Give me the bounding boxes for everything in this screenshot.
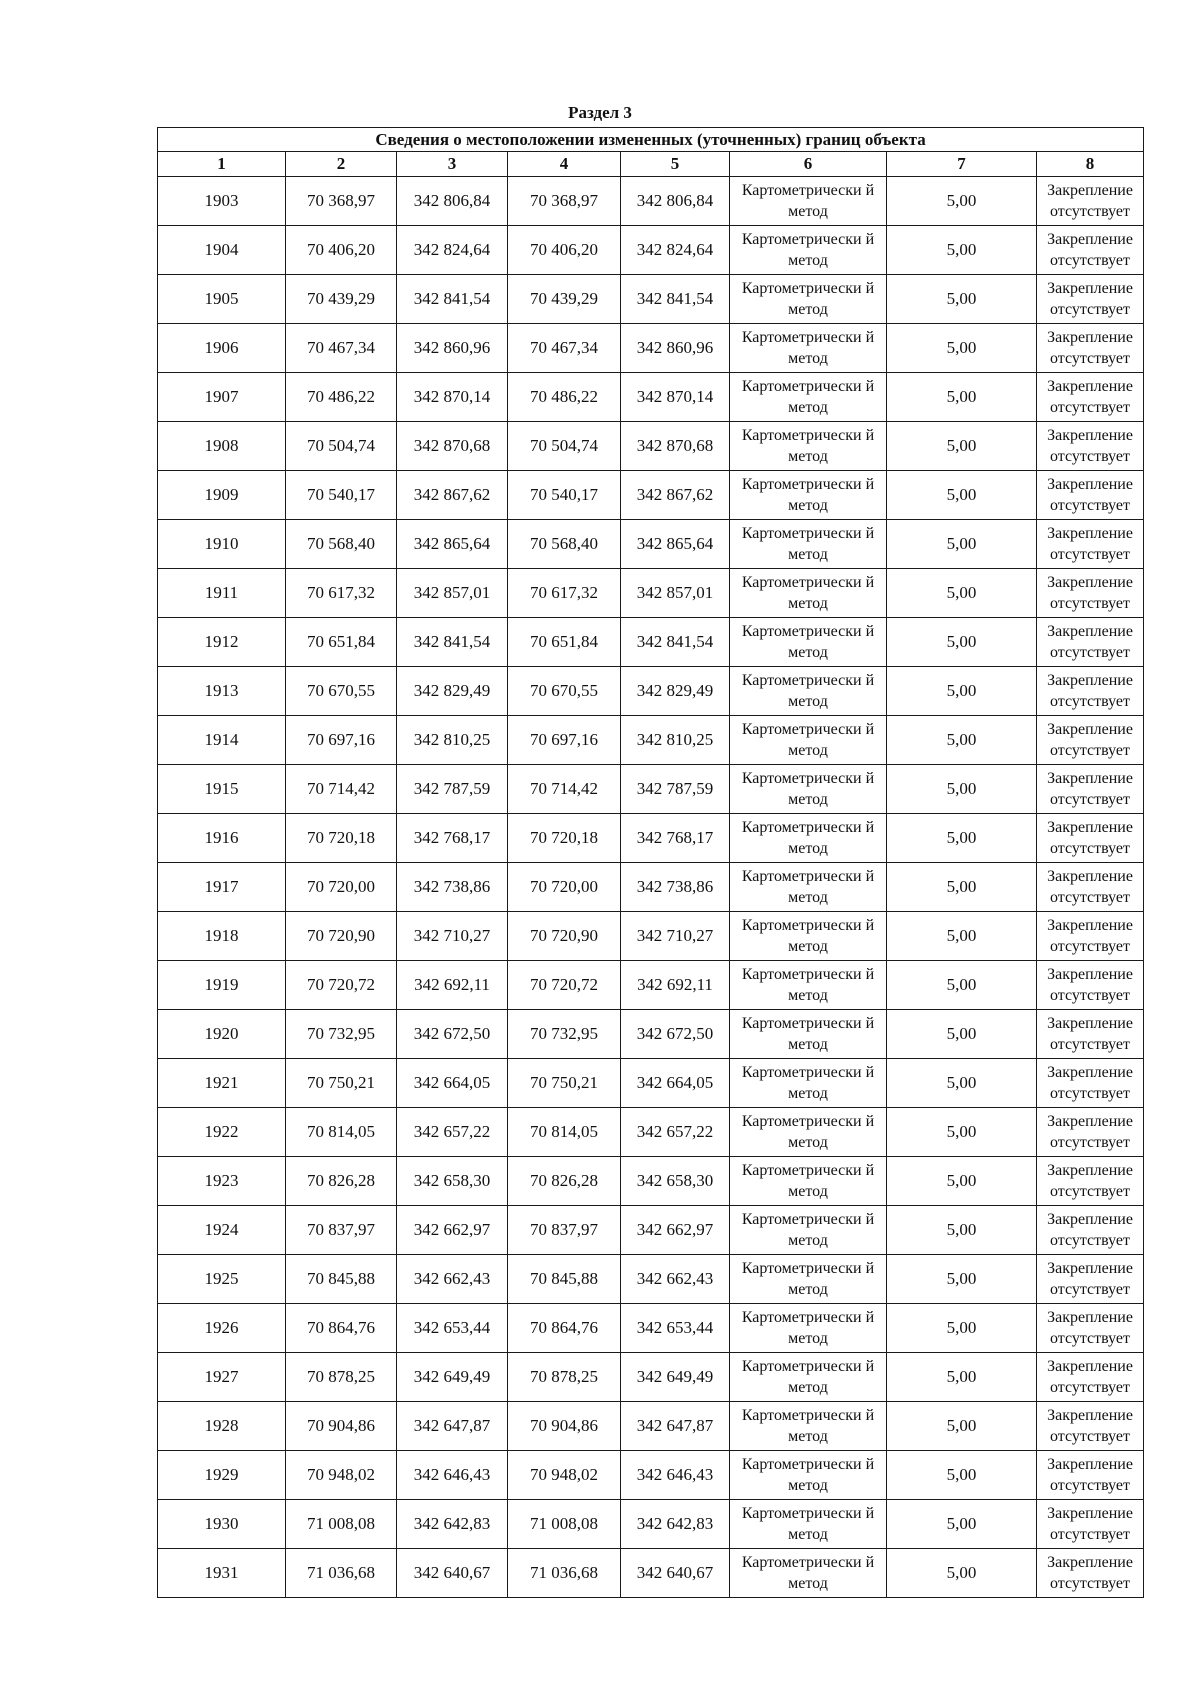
fixing-cell: Закрепление отсутствует xyxy=(1037,1353,1144,1402)
x-existing-cell: 70 504,74 xyxy=(286,422,397,471)
method-cell: Картометрически й метод xyxy=(730,1255,887,1304)
x-refined-cell: 71 008,08 xyxy=(508,1500,621,1549)
x-existing-cell: 70 750,21 xyxy=(286,1059,397,1108)
y-refined-cell: 342 865,64 xyxy=(621,520,730,569)
y-existing-cell: 342 870,14 xyxy=(397,373,508,422)
accuracy-cell: 5,00 xyxy=(887,422,1037,471)
table-row xyxy=(158,422,1144,471)
x-refined-cell: 70 439,29 xyxy=(508,275,621,324)
accuracy-cell: 5,00 xyxy=(887,1010,1037,1059)
method-cell: Картометрически й метод xyxy=(730,961,887,1010)
method-cell: Картометрически й метод xyxy=(730,912,887,961)
method-cell: Картометрически й метод xyxy=(730,1157,887,1206)
fixing-cell: Закрепление отсутствует xyxy=(1037,324,1144,373)
x-existing-cell: 70 720,90 xyxy=(286,912,397,961)
accuracy-cell: 5,00 xyxy=(887,961,1037,1010)
point-number-cell: 1905 xyxy=(158,275,286,324)
accuracy-cell: 5,00 xyxy=(887,373,1037,422)
section-title: Раздел 3 xyxy=(568,103,632,122)
y-refined-cell: 342 870,14 xyxy=(621,373,730,422)
x-existing-cell: 70 814,05 xyxy=(286,1108,397,1157)
y-existing-cell: 342 640,67 xyxy=(397,1549,508,1598)
fixing-cell: Закрепление отсутствует xyxy=(1037,1451,1144,1500)
y-existing-cell: 342 646,43 xyxy=(397,1451,508,1500)
point-number-cell: 1925 xyxy=(158,1255,286,1304)
x-existing-cell: 70 732,95 xyxy=(286,1010,397,1059)
method-cell: Картометрически й метод xyxy=(730,226,887,275)
y-refined-cell: 342 824,64 xyxy=(621,226,730,275)
x-refined-cell: 70 568,40 xyxy=(508,520,621,569)
y-existing-cell: 342 692,11 xyxy=(397,961,508,1010)
y-existing-cell: 342 664,05 xyxy=(397,1059,508,1108)
accuracy-cell: 5,00 xyxy=(887,177,1037,226)
point-number-cell: 1913 xyxy=(158,667,286,716)
x-refined-cell: 70 697,16 xyxy=(508,716,621,765)
x-existing-cell: 70 540,17 xyxy=(286,471,397,520)
table-row xyxy=(158,520,1144,569)
point-number-cell: 1920 xyxy=(158,1010,286,1059)
x-refined-cell: 70 837,97 xyxy=(508,1206,621,1255)
fixing-cell: Закрепление отсутствует xyxy=(1037,1010,1144,1059)
point-number-cell: 1909 xyxy=(158,471,286,520)
x-existing-cell: 70 486,22 xyxy=(286,373,397,422)
x-existing-cell: 70 826,28 xyxy=(286,1157,397,1206)
column-number: 7 xyxy=(887,152,1037,177)
fixing-cell: Закрепление отсутствует xyxy=(1037,1255,1144,1304)
x-refined-cell: 70 732,95 xyxy=(508,1010,621,1059)
table-row xyxy=(158,1402,1144,1451)
accuracy-cell: 5,00 xyxy=(887,1402,1037,1451)
y-existing-cell: 342 662,97 xyxy=(397,1206,508,1255)
x-existing-cell: 70 617,32 xyxy=(286,569,397,618)
column-number: 5 xyxy=(621,152,730,177)
y-existing-cell: 342 857,01 xyxy=(397,569,508,618)
method-cell: Картометрически й метод xyxy=(730,863,887,912)
y-existing-cell: 342 841,54 xyxy=(397,275,508,324)
accuracy-cell: 5,00 xyxy=(887,1206,1037,1255)
table-row xyxy=(158,324,1144,373)
x-refined-cell: 70 670,55 xyxy=(508,667,621,716)
x-existing-cell: 70 568,40 xyxy=(286,520,397,569)
table-row xyxy=(158,373,1144,422)
accuracy-cell: 5,00 xyxy=(887,716,1037,765)
method-cell: Картометрически й метод xyxy=(730,667,887,716)
x-refined-cell: 70 504,74 xyxy=(508,422,621,471)
method-cell: Картометрически й метод xyxy=(730,765,887,814)
accuracy-cell: 5,00 xyxy=(887,863,1037,912)
point-number-cell: 1916 xyxy=(158,814,286,863)
method-cell: Картометрически й метод xyxy=(730,1108,887,1157)
y-refined-cell: 342 860,96 xyxy=(621,324,730,373)
table-row xyxy=(158,226,1144,275)
x-existing-cell: 70 406,20 xyxy=(286,226,397,275)
point-number-cell: 1917 xyxy=(158,863,286,912)
x-refined-cell: 70 540,17 xyxy=(508,471,621,520)
x-existing-cell: 70 670,55 xyxy=(286,667,397,716)
y-existing-cell: 342 642,83 xyxy=(397,1500,508,1549)
x-existing-cell: 70 904,86 xyxy=(286,1402,397,1451)
accuracy-cell: 5,00 xyxy=(887,765,1037,814)
point-number-cell: 1922 xyxy=(158,1108,286,1157)
method-cell: Картометрически й метод xyxy=(730,275,887,324)
column-number: 1 xyxy=(158,152,286,177)
x-existing-cell: 70 720,18 xyxy=(286,814,397,863)
y-refined-cell: 342 642,83 xyxy=(621,1500,730,1549)
accuracy-cell: 5,00 xyxy=(887,520,1037,569)
point-number-cell: 1906 xyxy=(158,324,286,373)
y-refined-cell: 342 841,54 xyxy=(621,275,730,324)
point-number-cell: 1930 xyxy=(158,1500,286,1549)
point-number-cell: 1924 xyxy=(158,1206,286,1255)
x-refined-cell: 70 720,90 xyxy=(508,912,621,961)
y-refined-cell: 342 649,49 xyxy=(621,1353,730,1402)
y-existing-cell: 342 658,30 xyxy=(397,1157,508,1206)
x-existing-cell: 70 948,02 xyxy=(286,1451,397,1500)
table-row xyxy=(158,275,1144,324)
y-existing-cell: 342 824,64 xyxy=(397,226,508,275)
y-refined-cell: 342 738,86 xyxy=(621,863,730,912)
table-row xyxy=(158,471,1144,520)
column-number: 3 xyxy=(397,152,508,177)
fixing-cell: Закрепление отсутствует xyxy=(1037,667,1144,716)
y-refined-cell: 342 664,05 xyxy=(621,1059,730,1108)
point-number-cell: 1918 xyxy=(158,912,286,961)
x-refined-cell: 70 826,28 xyxy=(508,1157,621,1206)
y-refined-cell: 342 672,50 xyxy=(621,1010,730,1059)
y-refined-cell: 342 653,44 xyxy=(621,1304,730,1353)
table-row xyxy=(158,1500,1144,1549)
y-existing-cell: 342 810,25 xyxy=(397,716,508,765)
x-existing-cell: 71 008,08 xyxy=(286,1500,397,1549)
y-refined-cell: 342 841,54 xyxy=(621,618,730,667)
table-row xyxy=(158,961,1144,1010)
y-existing-cell: 342 860,96 xyxy=(397,324,508,373)
boundary-coordinates-table xyxy=(157,127,1144,1598)
y-refined-cell: 342 806,84 xyxy=(621,177,730,226)
x-refined-cell: 71 036,68 xyxy=(508,1549,621,1598)
accuracy-cell: 5,00 xyxy=(887,1549,1037,1598)
table-row xyxy=(158,814,1144,863)
fixing-cell: Закрепление отсутствует xyxy=(1037,961,1144,1010)
method-cell: Картометрически й метод xyxy=(730,1353,887,1402)
point-number-cell: 1919 xyxy=(158,961,286,1010)
y-refined-cell: 342 658,30 xyxy=(621,1157,730,1206)
y-existing-cell: 342 870,68 xyxy=(397,422,508,471)
fixing-cell: Закрепление отсутствует xyxy=(1037,1304,1144,1353)
y-existing-cell: 342 653,44 xyxy=(397,1304,508,1353)
x-refined-cell: 70 845,88 xyxy=(508,1255,621,1304)
fixing-cell: Закрепление отсутствует xyxy=(1037,520,1144,569)
x-refined-cell: 70 720,00 xyxy=(508,863,621,912)
accuracy-cell: 5,00 xyxy=(887,324,1037,373)
fixing-cell: Закрепление отсутствует xyxy=(1037,275,1144,324)
y-existing-cell: 342 662,43 xyxy=(397,1255,508,1304)
y-refined-cell: 342 662,97 xyxy=(621,1206,730,1255)
accuracy-cell: 5,00 xyxy=(887,1451,1037,1500)
y-refined-cell: 342 867,62 xyxy=(621,471,730,520)
x-existing-cell: 70 720,72 xyxy=(286,961,397,1010)
method-cell: Картометрически й метод xyxy=(730,177,887,226)
table-row xyxy=(158,1108,1144,1157)
x-refined-cell: 70 814,05 xyxy=(508,1108,621,1157)
accuracy-cell: 5,00 xyxy=(887,471,1037,520)
y-refined-cell: 342 662,43 xyxy=(621,1255,730,1304)
x-existing-cell: 70 439,29 xyxy=(286,275,397,324)
method-cell: Картометрически й метод xyxy=(730,814,887,863)
accuracy-cell: 5,00 xyxy=(887,1157,1037,1206)
y-existing-cell: 342 738,86 xyxy=(397,863,508,912)
y-existing-cell: 342 657,22 xyxy=(397,1108,508,1157)
column-number: 4 xyxy=(508,152,621,177)
method-cell: Картометрически й метод xyxy=(730,1059,887,1108)
method-cell: Картометрически й метод xyxy=(730,471,887,520)
table-row xyxy=(158,1206,1144,1255)
table-title: Сведения о местоположении измененных (уточненных) границ объекта xyxy=(158,128,1144,152)
column-number: 2 xyxy=(286,152,397,177)
y-existing-cell: 342 841,54 xyxy=(397,618,508,667)
method-cell: Картометрически й метод xyxy=(730,520,887,569)
y-existing-cell: 342 768,17 xyxy=(397,814,508,863)
point-number-cell: 1911 xyxy=(158,569,286,618)
point-number-cell: 1929 xyxy=(158,1451,286,1500)
table-row xyxy=(158,667,1144,716)
table-row xyxy=(158,1010,1144,1059)
y-refined-cell: 342 710,27 xyxy=(621,912,730,961)
fixing-cell: Закрепление отсутствует xyxy=(1037,422,1144,471)
method-cell: Картометрически й метод xyxy=(730,373,887,422)
method-cell: Картометрически й метод xyxy=(730,1549,887,1598)
fixing-cell: Закрепление отсутствует xyxy=(1037,1157,1144,1206)
point-number-cell: 1904 xyxy=(158,226,286,275)
y-refined-cell: 342 692,11 xyxy=(621,961,730,1010)
x-refined-cell: 70 714,42 xyxy=(508,765,621,814)
table-body xyxy=(158,177,1144,1598)
method-cell: Картометрически й метод xyxy=(730,618,887,667)
fixing-cell: Закрепление отсутствует xyxy=(1037,569,1144,618)
method-cell: Картометрически й метод xyxy=(730,1451,887,1500)
method-cell: Картометрически й метод xyxy=(730,1304,887,1353)
x-existing-cell: 70 467,34 xyxy=(286,324,397,373)
y-refined-cell: 342 768,17 xyxy=(621,814,730,863)
y-existing-cell: 342 787,59 xyxy=(397,765,508,814)
column-number: 6 xyxy=(730,152,887,177)
y-existing-cell: 342 647,87 xyxy=(397,1402,508,1451)
point-number-cell: 1903 xyxy=(158,177,286,226)
table-row xyxy=(158,569,1144,618)
x-existing-cell: 70 368,97 xyxy=(286,177,397,226)
fixing-cell: Закрепление отсутствует xyxy=(1037,765,1144,814)
x-refined-cell: 70 467,34 xyxy=(508,324,621,373)
x-refined-cell: 70 864,76 xyxy=(508,1304,621,1353)
x-existing-cell: 71 036,68 xyxy=(286,1549,397,1598)
accuracy-cell: 5,00 xyxy=(887,1353,1037,1402)
method-cell: Картометрически й метод xyxy=(730,324,887,373)
x-refined-cell: 70 486,22 xyxy=(508,373,621,422)
accuracy-cell: 5,00 xyxy=(887,618,1037,667)
y-existing-cell: 342 672,50 xyxy=(397,1010,508,1059)
y-existing-cell: 342 829,49 xyxy=(397,667,508,716)
accuracy-cell: 5,00 xyxy=(887,275,1037,324)
table-row xyxy=(158,1451,1144,1500)
y-refined-cell: 342 810,25 xyxy=(621,716,730,765)
method-cell: Картометрически й метод xyxy=(730,716,887,765)
x-existing-cell: 70 878,25 xyxy=(286,1353,397,1402)
accuracy-cell: 5,00 xyxy=(887,814,1037,863)
x-existing-cell: 70 697,16 xyxy=(286,716,397,765)
table-row xyxy=(158,1157,1144,1206)
table-row xyxy=(158,912,1144,961)
point-number-cell: 1914 xyxy=(158,716,286,765)
point-number-cell: 1910 xyxy=(158,520,286,569)
fixing-cell: Закрепление отсутствует xyxy=(1037,471,1144,520)
fixing-cell: Закрепление отсутствует xyxy=(1037,912,1144,961)
table-row xyxy=(158,765,1144,814)
point-number-cell: 1926 xyxy=(158,1304,286,1353)
y-existing-cell: 342 867,62 xyxy=(397,471,508,520)
method-cell: Картометрически й метод xyxy=(730,1010,887,1059)
point-number-cell: 1928 xyxy=(158,1402,286,1451)
x-refined-cell: 70 406,20 xyxy=(508,226,621,275)
accuracy-cell: 5,00 xyxy=(887,1304,1037,1353)
y-refined-cell: 342 640,67 xyxy=(621,1549,730,1598)
x-refined-cell: 70 720,72 xyxy=(508,961,621,1010)
accuracy-cell: 5,00 xyxy=(887,1255,1037,1304)
table-row xyxy=(158,1255,1144,1304)
accuracy-cell: 5,00 xyxy=(887,1500,1037,1549)
table-row xyxy=(158,177,1144,226)
point-number-cell: 1923 xyxy=(158,1157,286,1206)
x-existing-cell: 70 837,97 xyxy=(286,1206,397,1255)
table-row xyxy=(158,1059,1144,1108)
x-existing-cell: 70 720,00 xyxy=(286,863,397,912)
point-number-cell: 1927 xyxy=(158,1353,286,1402)
table-row xyxy=(158,618,1144,667)
y-existing-cell: 342 806,84 xyxy=(397,177,508,226)
fixing-cell: Закрепление отсутствует xyxy=(1037,1402,1144,1451)
fixing-cell: Закрепление отсутствует xyxy=(1037,373,1144,422)
y-refined-cell: 342 829,49 xyxy=(621,667,730,716)
fixing-cell: Закрепление отсутствует xyxy=(1037,716,1144,765)
table-row xyxy=(158,1304,1144,1353)
x-refined-cell: 70 368,97 xyxy=(508,177,621,226)
y-refined-cell: 342 857,01 xyxy=(621,569,730,618)
point-number-cell: 1931 xyxy=(158,1549,286,1598)
method-cell: Картометрически й метод xyxy=(730,1402,887,1451)
fixing-cell: Закрепление отсутствует xyxy=(1037,814,1144,863)
method-cell: Картометрически й метод xyxy=(730,1500,887,1549)
x-refined-cell: 70 904,86 xyxy=(508,1402,621,1451)
fixing-cell: Закрепление отсутствует xyxy=(1037,863,1144,912)
method-cell: Картометрически й метод xyxy=(730,569,887,618)
y-existing-cell: 342 649,49 xyxy=(397,1353,508,1402)
x-refined-cell: 70 720,18 xyxy=(508,814,621,863)
accuracy-cell: 5,00 xyxy=(887,667,1037,716)
point-number-cell: 1908 xyxy=(158,422,286,471)
fixing-cell: Закрепление отсутствует xyxy=(1037,618,1144,667)
fixing-cell: Закрепление отсутствует xyxy=(1037,1206,1144,1255)
accuracy-cell: 5,00 xyxy=(887,1059,1037,1108)
table-row xyxy=(158,863,1144,912)
point-number-cell: 1907 xyxy=(158,373,286,422)
fixing-cell: Закрепление отсутствует xyxy=(1037,226,1144,275)
x-existing-cell: 70 651,84 xyxy=(286,618,397,667)
y-refined-cell: 342 870,68 xyxy=(621,422,730,471)
point-number-cell: 1915 xyxy=(158,765,286,814)
accuracy-cell: 5,00 xyxy=(887,1108,1037,1157)
accuracy-cell: 5,00 xyxy=(887,569,1037,618)
table-row xyxy=(158,716,1144,765)
y-existing-cell: 342 865,64 xyxy=(397,520,508,569)
table-row xyxy=(158,1549,1144,1598)
x-refined-cell: 70 948,02 xyxy=(508,1451,621,1500)
method-cell: Картометрически й метод xyxy=(730,1206,887,1255)
fixing-cell: Закрепление отсутствует xyxy=(1037,1500,1144,1549)
table-row xyxy=(158,1353,1144,1402)
x-existing-cell: 70 714,42 xyxy=(286,765,397,814)
y-refined-cell: 342 647,87 xyxy=(621,1402,730,1451)
point-number-cell: 1912 xyxy=(158,618,286,667)
x-existing-cell: 70 864,76 xyxy=(286,1304,397,1353)
y-refined-cell: 342 657,22 xyxy=(621,1108,730,1157)
y-existing-cell: 342 710,27 xyxy=(397,912,508,961)
point-number-cell: 1921 xyxy=(158,1059,286,1108)
column-number: 8 xyxy=(1037,152,1144,177)
fixing-cell: Закрепление отсутствует xyxy=(1037,1108,1144,1157)
x-refined-cell: 70 617,32 xyxy=(508,569,621,618)
x-refined-cell: 70 878,25 xyxy=(508,1353,621,1402)
accuracy-cell: 5,00 xyxy=(887,912,1037,961)
y-refined-cell: 342 787,59 xyxy=(621,765,730,814)
y-refined-cell: 342 646,43 xyxy=(621,1451,730,1500)
x-existing-cell: 70 845,88 xyxy=(286,1255,397,1304)
fixing-cell: Закрепление отсутствует xyxy=(1037,1549,1144,1598)
fixing-cell: Закрепление отсутствует xyxy=(1037,177,1144,226)
fixing-cell: Закрепление отсутствует xyxy=(1037,1059,1144,1108)
x-refined-cell: 70 750,21 xyxy=(508,1059,621,1108)
method-cell: Картометрически й метод xyxy=(730,422,887,471)
accuracy-cell: 5,00 xyxy=(887,226,1037,275)
x-refined-cell: 70 651,84 xyxy=(508,618,621,667)
